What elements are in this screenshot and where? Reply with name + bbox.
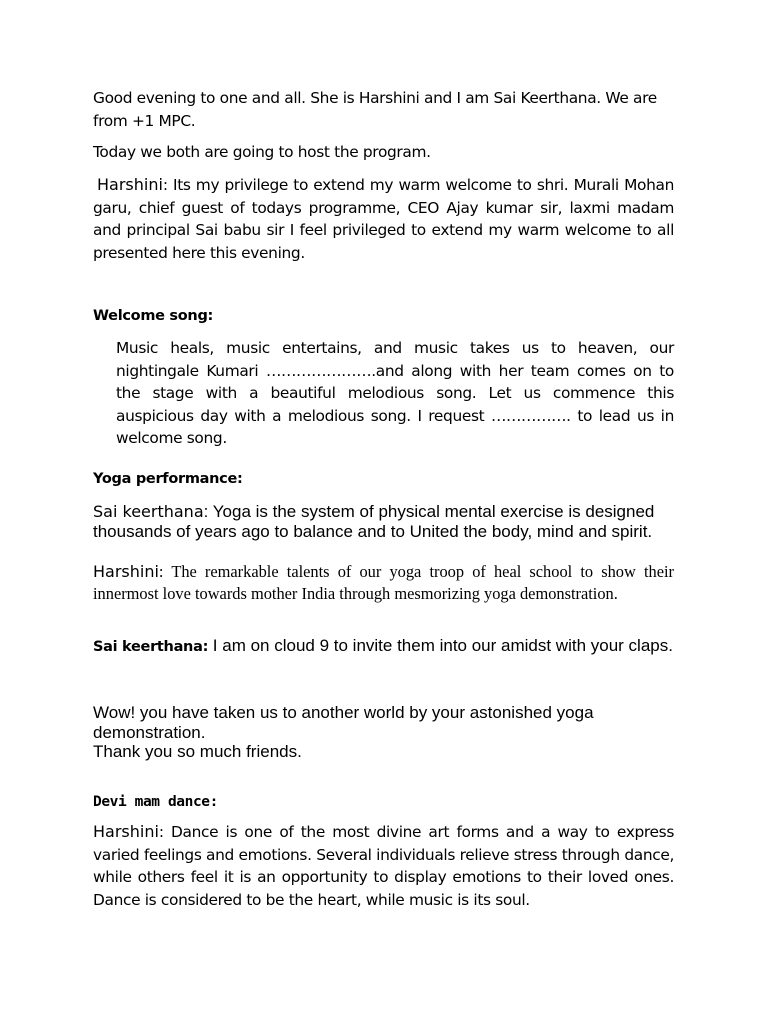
intro-paragraph: Good evening to one and all. She is Harshini and I am Sai Keerthana. We are from +1 MPC. <box>93 89 657 130</box>
yoga-intro-paragraph <box>93 502 674 542</box>
yoga-thanks-line: Thank you so much friends. <box>93 742 302 761</box>
yoga-harshini-text: : The remarkable talents of our yoga troop of heal school to show their innermost love towards mother India through mesmorizing yoga demonstration. <box>93 562 674 603</box>
yoga-invite-paragraph <box>93 635 674 658</box>
yoga-heading: Yoga performance: <box>93 471 243 487</box>
welcome-song-heading: Welcome song: <box>93 308 214 324</box>
welcome-address-text: : Its my privilege to extend my warm welcome to shri. Murali Mohan garu, chief guest of todays programme, CEO Ajay kumar sir, laxmi madam and principal Sai babu sir I feel privileged to extend my warm welcome to all presented here this evening. <box>93 176 674 262</box>
speaker-sai-keerthana: Sai keerthana <box>93 502 204 521</box>
yoga-invite-text: I am on cloud 9 to invite them into our amidst with your claps. <box>208 636 673 655</box>
welcome-song-paragraph: Music heals, music entertains, and music takes us to heaven, our nightingale Kumari ………………….and along with her team comes on to the stage with a beautiful melodious song. Let us commence this auspicious day with a melodious song. I request ……………. to lead us in welcome song. <box>116 339 674 447</box>
speaker-harshini: Harshini <box>97 175 163 194</box>
speaker-sai-keerthana: Sai keerthana: <box>93 639 209 655</box>
dance-heading: Devi mam dance: <box>93 794 218 810</box>
yoga-closing-line: Wow! you have taken us to another world by your astonished yoga demonstration. <box>93 703 594 742</box>
dance-text: : Dance is one of the most divine art forms and a way to express varied feelings and emotions. Several individuals relieve stress through dance, while others feel it is an opportunity to display emotions to their loved ones. Dance is considered to be the heart, while music is its soul. <box>93 823 674 909</box>
welcome-address-paragraph <box>93 174 674 264</box>
speaker-harshini: Harshini <box>93 822 159 841</box>
yoga-intro-text: : Yoga is the system of physical mental exercise is designed thousands of years ago to balance and to United the body, mind and spirit. <box>93 502 655 541</box>
speaker-harshini: Harshini <box>93 562 159 581</box>
intro-host-line: Today we both are going to host the program. <box>93 143 431 161</box>
dance-paragraph <box>93 821 674 911</box>
yoga-harshini-paragraph <box>93 561 674 604</box>
